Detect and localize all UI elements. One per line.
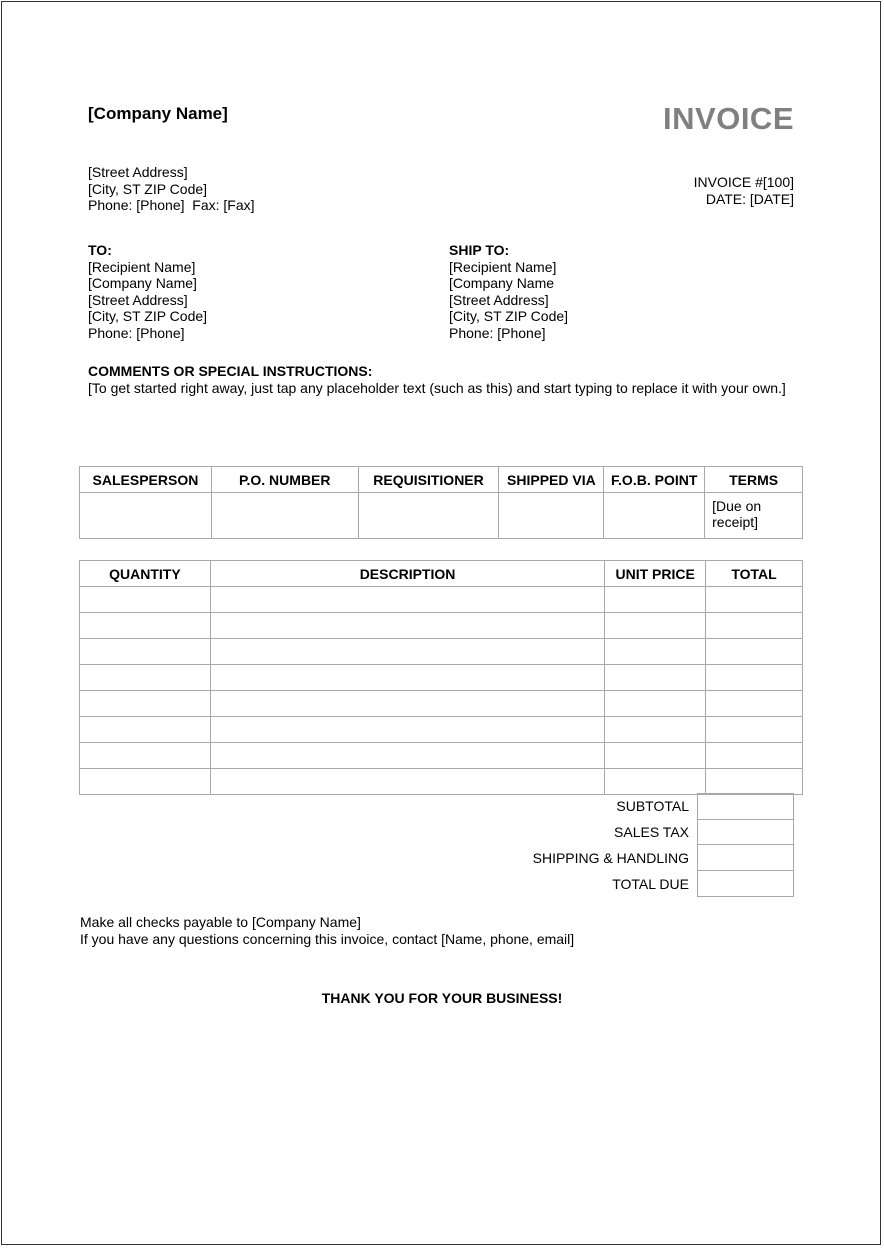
line-item-row xyxy=(80,691,803,717)
line-item-row xyxy=(80,587,803,613)
sender-city[interactable]: [City, ST ZIP Code] xyxy=(88,180,208,197)
sender-address xyxy=(88,164,255,214)
total-cell[interactable] xyxy=(706,769,803,795)
sender-street[interactable]: [Street Address] xyxy=(88,164,188,180)
comments-label: COMMENTS OR SPECIAL INSTRUCTIONS: xyxy=(88,363,373,379)
sales-tax-row xyxy=(79,819,803,845)
description-cell[interactable] xyxy=(210,665,604,691)
unit-price-cell[interactable] xyxy=(605,717,706,743)
shipping-value[interactable] xyxy=(697,845,794,871)
bill-to-phone[interactable]: Phone: [Phone] xyxy=(88,324,185,341)
sales-tax-value[interactable] xyxy=(697,819,794,845)
subtotal-value[interactable] xyxy=(697,793,794,820)
total-cell[interactable] xyxy=(706,639,803,665)
quantity-cell[interactable] xyxy=(80,665,211,691)
questions-contact-note[interactable]: If you have any questions concerning this invoice, contact [Name, phone, email] xyxy=(80,931,575,947)
ship-to-label: SHIP TO: xyxy=(449,242,510,258)
sales-tax-label: SALES TAX xyxy=(614,824,689,840)
line-items-header-row xyxy=(80,561,803,587)
quantity-cell[interactable] xyxy=(80,587,211,613)
quantity-cell[interactable] xyxy=(80,691,211,717)
thank-you-message: THANK YOU FOR YOUR BUSINESS! xyxy=(321,990,563,1006)
header-total: TOTAL xyxy=(706,561,803,587)
unit-price-cell[interactable] xyxy=(605,769,706,795)
header-salesperson: SALESPERSON xyxy=(80,467,212,493)
quantity-cell[interactable] xyxy=(80,717,211,743)
salesperson-cell[interactable] xyxy=(80,493,212,539)
order-info-header-row xyxy=(80,467,803,493)
invoice-title: INVOICE xyxy=(663,101,794,136)
comments-block xyxy=(88,363,786,396)
header-terms: TERMS xyxy=(705,467,803,493)
line-items-table xyxy=(79,560,803,795)
header-fob-point: F.O.B. POINT xyxy=(604,467,705,493)
description-cell[interactable] xyxy=(210,691,604,717)
quantity-cell[interactable] xyxy=(80,769,211,795)
description-cell[interactable] xyxy=(210,587,604,613)
fob-point-cell[interactable] xyxy=(604,493,705,539)
invoice-number[interactable]: INVOICE #[100] xyxy=(693,174,794,190)
description-cell[interactable] xyxy=(210,639,604,665)
ship-to-city[interactable]: [City, ST ZIP Code] xyxy=(449,308,569,324)
line-item-row xyxy=(80,769,803,795)
sender-phone-fax[interactable]: Phone: [Phone] Fax: [Fax] xyxy=(88,197,255,213)
description-cell[interactable] xyxy=(210,613,604,639)
quantity-cell[interactable] xyxy=(80,639,211,665)
bill-to-company[interactable]: [Company Name] xyxy=(88,275,197,291)
total-due-value[interactable] xyxy=(697,871,794,897)
line-item-row xyxy=(80,665,803,691)
header-shipped-via: SHIPPED VIA xyxy=(499,467,604,493)
total-cell[interactable] xyxy=(706,691,803,717)
unit-price-cell[interactable] xyxy=(605,639,706,665)
ship-to-phone[interactable]: Phone: [Phone] xyxy=(449,324,546,341)
total-cell[interactable] xyxy=(706,587,803,613)
ship-to-company[interactable]: [Company Name xyxy=(449,275,555,291)
header-unit-price: UNIT PRICE xyxy=(605,561,706,587)
shipping-row xyxy=(79,845,803,871)
header-requisitioner: REQUISITIONER xyxy=(358,467,499,493)
order-info-row xyxy=(80,493,803,539)
ship-to-recipient[interactable]: [Recipient Name] xyxy=(449,258,557,275)
unit-price-cell[interactable] xyxy=(605,743,706,769)
unit-price-cell[interactable] xyxy=(605,613,706,639)
description-cell[interactable] xyxy=(210,769,604,795)
header-po-number: P.O. NUMBER xyxy=(211,467,358,493)
unit-price-cell[interactable] xyxy=(605,665,706,691)
line-item-row xyxy=(80,639,803,665)
total-cell[interactable] xyxy=(706,665,803,691)
quantity-cell[interactable] xyxy=(80,743,211,769)
terms-value: [Due on receipt] xyxy=(712,498,762,530)
shipping-label: SHIPPING & HANDLING xyxy=(532,850,689,866)
bill-to-recipient[interactable]: [Recipient Name] xyxy=(88,258,196,275)
line-item-row xyxy=(80,613,803,639)
total-due-label: TOTAL DUE xyxy=(612,876,689,892)
terms-cell[interactable] xyxy=(705,493,803,539)
line-item-row xyxy=(80,717,803,743)
header-quantity: QUANTITY xyxy=(80,561,211,587)
checks-payable-note[interactable]: Make all checks payable to [Company Name] xyxy=(80,914,361,930)
subtotal-row xyxy=(79,793,803,819)
totals-block xyxy=(79,793,803,897)
requisitioner-cell[interactable] xyxy=(358,493,499,539)
header-description: DESCRIPTION xyxy=(210,561,604,587)
description-cell[interactable] xyxy=(210,743,604,769)
order-info-table xyxy=(79,466,803,539)
quantity-cell[interactable] xyxy=(80,613,211,639)
bill-to-street[interactable]: [Street Address] xyxy=(88,291,188,308)
company-name[interactable]: [Company Name] xyxy=(88,104,228,123)
ship-to-street[interactable]: [Street Address] xyxy=(449,291,549,308)
invoice-meta xyxy=(694,174,794,207)
invoice-date[interactable]: DATE: [DATE] xyxy=(705,190,794,207)
po-number-cell[interactable] xyxy=(211,493,358,539)
footer-notes xyxy=(80,914,574,948)
bill-to-label: TO: xyxy=(88,242,112,258)
unit-price-cell[interactable] xyxy=(605,587,706,613)
total-cell[interactable] xyxy=(706,743,803,769)
ship-to-block xyxy=(449,242,568,341)
total-cell[interactable] xyxy=(706,717,803,743)
comments-text[interactable]: [To get started right away, just tap any placeholder text (such as this) and start typing to replace it with your own.] xyxy=(88,379,786,396)
unit-price-cell[interactable] xyxy=(605,691,706,717)
description-cell[interactable] xyxy=(210,717,604,743)
bill-to-block xyxy=(88,242,207,341)
total-cell[interactable] xyxy=(706,613,803,639)
subtotal-label: SUBTOTAL xyxy=(616,798,689,814)
total-due-row xyxy=(79,871,803,897)
line-item-row xyxy=(80,743,803,769)
shipped-via-cell[interactable] xyxy=(499,493,604,539)
bill-to-city[interactable]: [City, ST ZIP Code] xyxy=(88,308,208,324)
